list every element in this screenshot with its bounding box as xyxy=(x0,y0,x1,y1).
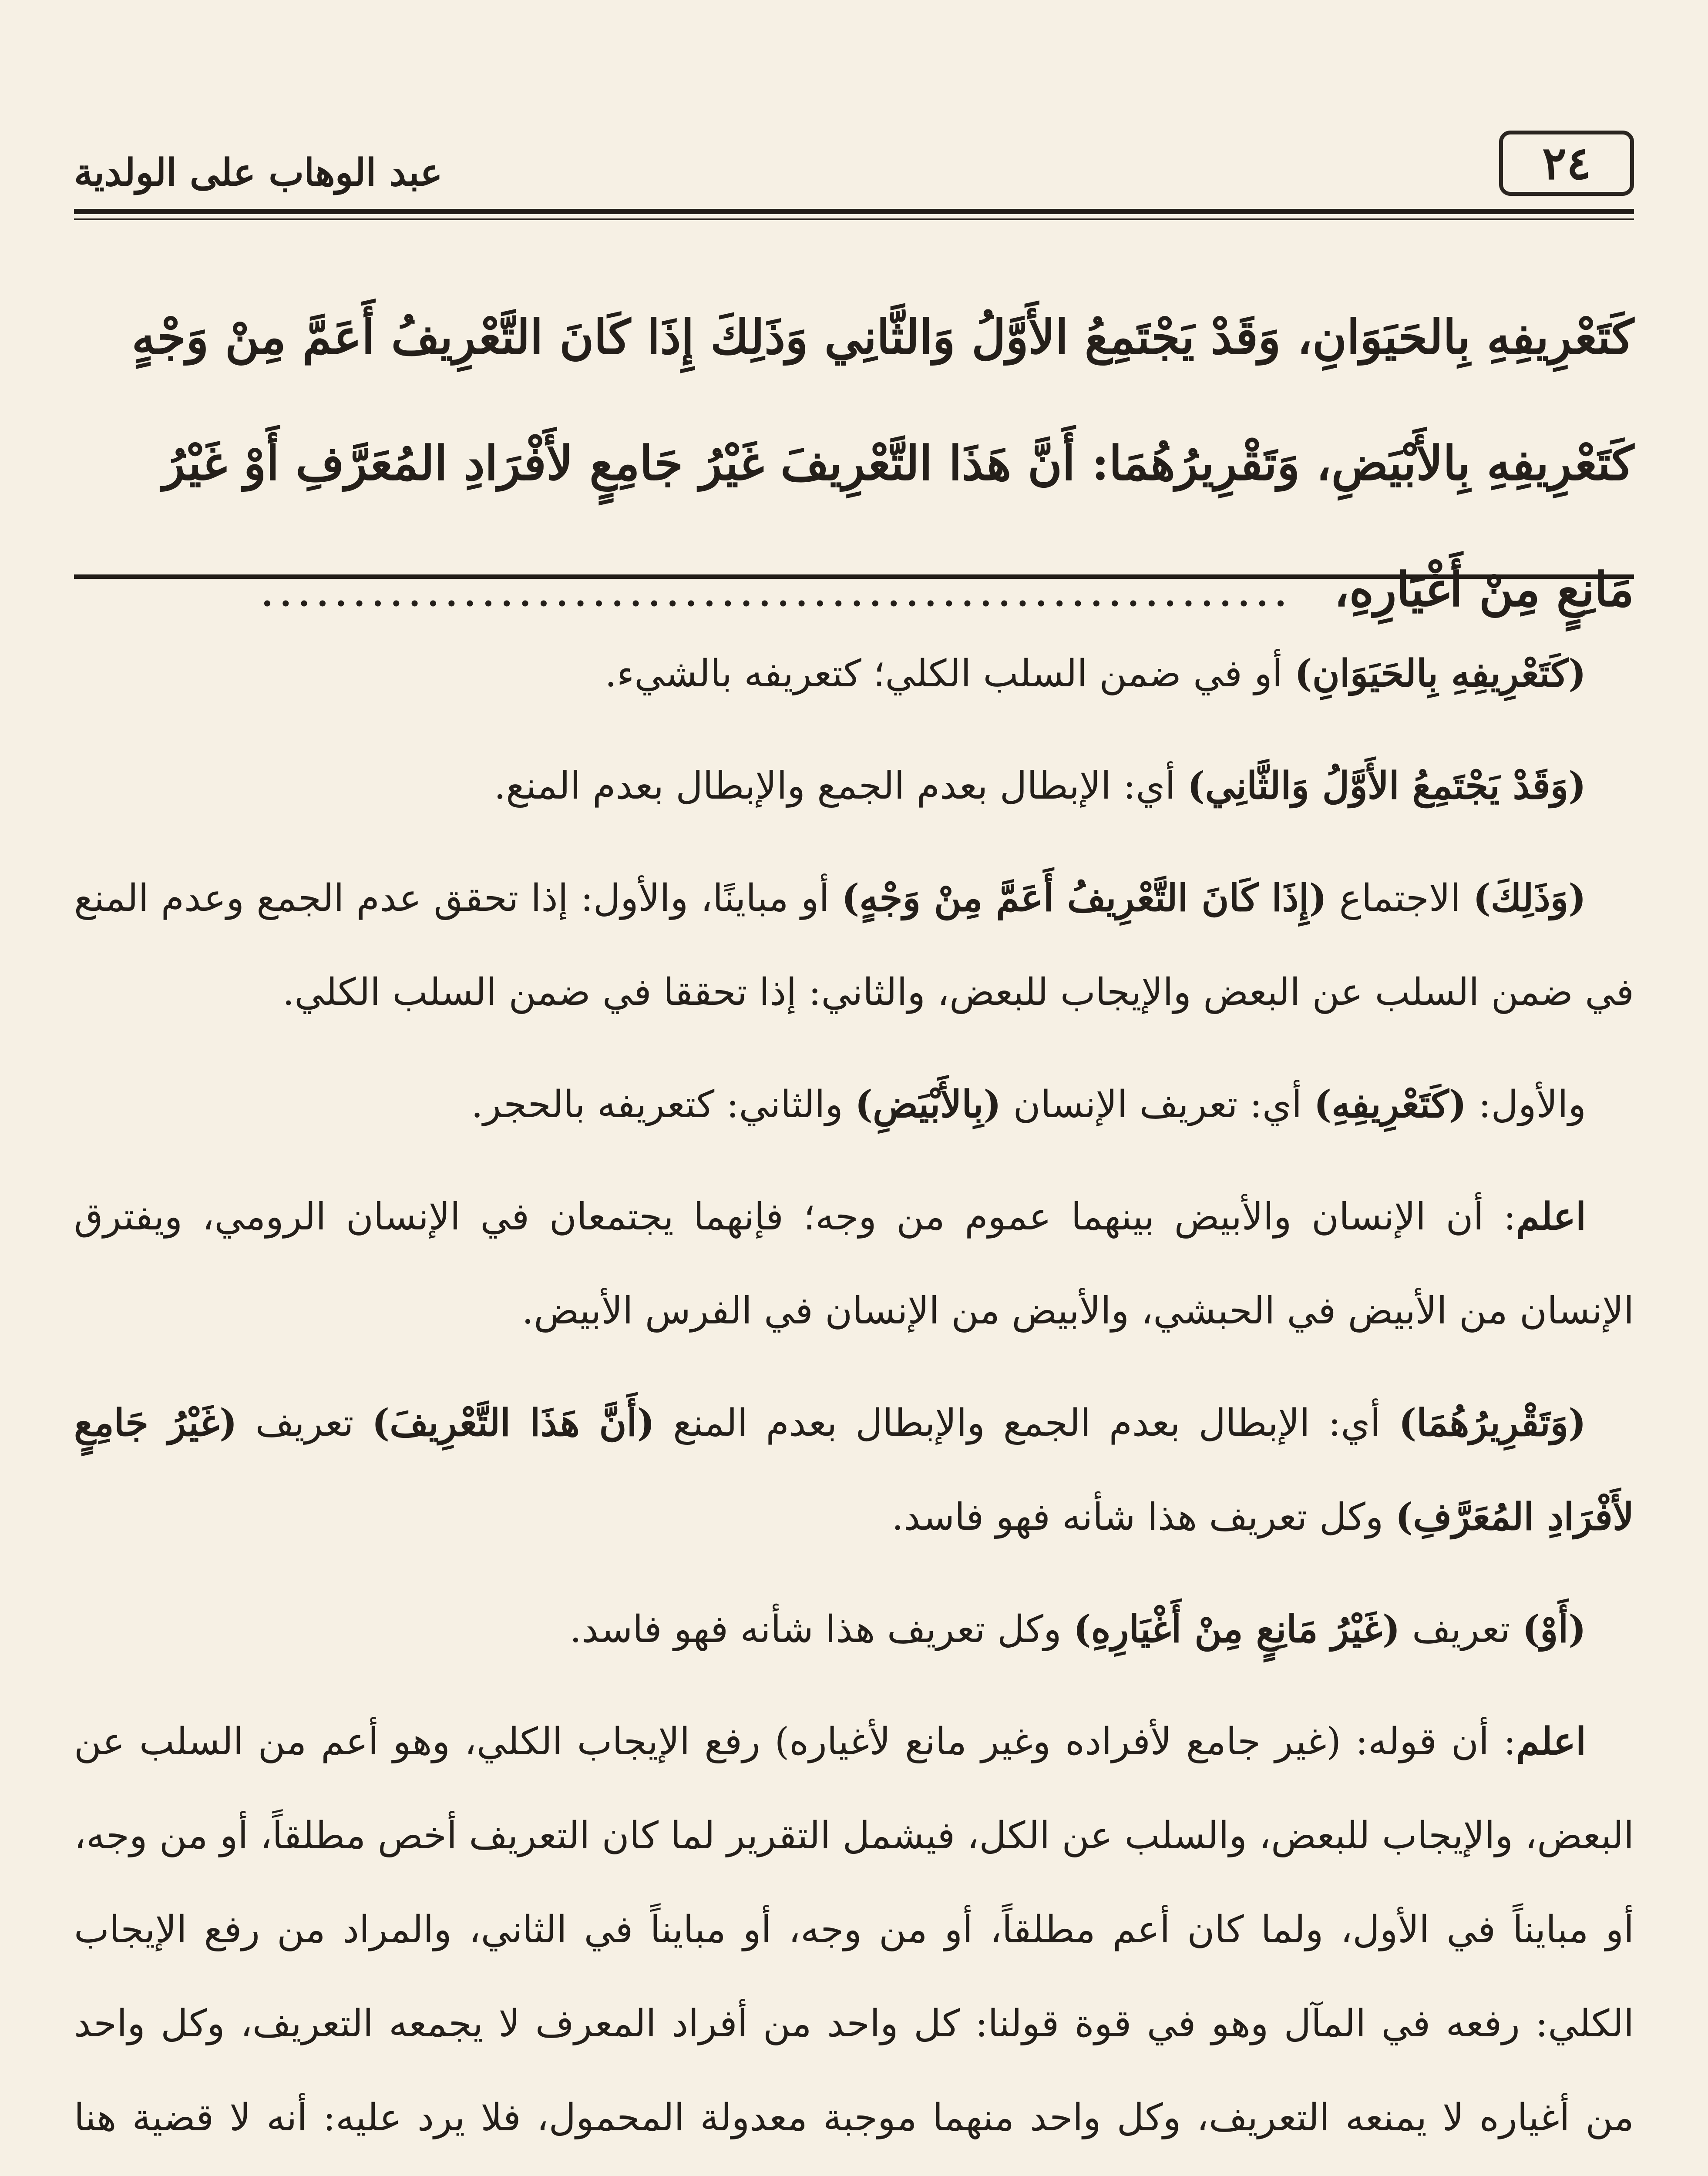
commentary-text: : أن قوله: (غير جامع لأفراده وغير مانع لأغياره) رفع الإيجاب الكلي، وهو أعم من السلب عن البعض، والإيجاب للبعض، والسلب عن الكل، فيشمل التقرير لما كان التعريف أخص مطلقاً، أو من وجه، أو مبايناً في الأول، ولما كان أعم مطلقاً، أو من وجه، أو مبايناً في الثاني، والمراد من رفع الإيجاب الكلي: رفعه في المآل وهو في قوة قولنا: كل واحد من أفراد المعرف لا يجمعه التعريف، وكل واحد من أغياره لا يمنعه التعريف، وكل واحد منهما موجبة معدولة المحمول، فلا يرد عليه: أنه لا قضية هنا xyxy=(74,1720,1634,2139)
lead-word: اعلم xyxy=(1516,1719,1586,1763)
quoted-matn: (وَذَلِكَ) xyxy=(1473,876,1586,920)
sharh-paragraph xyxy=(74,1058,1634,1152)
matn-text xyxy=(74,274,1634,653)
running-title: عبد الوهاب على الولدية xyxy=(74,151,443,195)
sharh-paragraph xyxy=(74,627,1634,721)
sharh-text xyxy=(74,627,1634,2176)
quoted-matn: (وَتَقْرِيرُهُمَا) xyxy=(1399,1401,1586,1445)
sharh-paragraph xyxy=(74,1376,1634,1564)
commentary-text: أي: الإبطال بعدم الجمع والإبطال بعدم المنع. xyxy=(494,764,1187,808)
commentary-text: الاجتماع xyxy=(1327,876,1473,920)
sharh-paragraph xyxy=(74,1170,1634,1358)
quoted-matn: (كَتَعْرِيفِهِ) xyxy=(1314,1082,1467,1126)
sharh-paragraph xyxy=(74,739,1634,833)
commentary-text: والأول: xyxy=(1466,1083,1586,1126)
commentary-text: وكل تعريف هذا شأنه فهو فاسد. xyxy=(891,1495,1395,1539)
page-number-box xyxy=(1499,131,1634,196)
quoted-matn: (غَيْرُ جَامِعٍ لأَفْرَادِ المُعَرَّفِ) xyxy=(74,1401,1634,1539)
commentary-text: أو في ضمن السلب الكلي؛ كتعريفه بالشيء. xyxy=(605,652,1294,695)
page-number: ٢٤ xyxy=(1542,136,1591,190)
sharh-paragraph xyxy=(74,1582,1634,1676)
commentary-text: وكل تعريف هذا شأنه فهو فاسد. xyxy=(569,1608,1073,1651)
quoted-matn: (وَقَدْ يَجْتَمِعُ الأَوَّلُ وَالثَّانِي) xyxy=(1187,764,1586,808)
sharh-paragraph xyxy=(74,1695,1634,2176)
commentary-text: والثاني: كتعريفه بالحجر. xyxy=(471,1083,855,1126)
lead-word: اعلم xyxy=(1516,1195,1586,1239)
commentary-text: : أن الإنسان والأبيض بينهما عموم من وجه؛ فإنهما يجتمعان في الإنسان الرومي، ويفترق الإنسان من الأبيض في الحبشي، والأبيض من الإنسان في الفرس الأبيض. xyxy=(74,1195,1634,1333)
running-header xyxy=(74,131,1634,209)
header-rule-thin xyxy=(74,218,1634,220)
quoted-matn: (بِالأَبْيَضِ) xyxy=(855,1082,1002,1126)
sharh-paragraph xyxy=(74,851,1634,1039)
commentary-text: أو مباينًا، والأول: إذا تحقق عدم الجمع وعدم المنع في ضمن السلب عن البعض والإيجاب للبعض، والثاني: إذا تحققا في ضمن السلب الكلي. xyxy=(74,876,1634,1014)
commentary-text: تعريف xyxy=(1400,1608,1523,1651)
commentary-text: تعريف xyxy=(237,1401,372,1445)
commentary-text: أي: الإبطال بعدم الجمع والإبطال بعدم المنع xyxy=(655,1401,1399,1445)
quoted-matn: (إِذَا كَانَ التَّعْرِيفُ أَعَمَّ مِنْ وَجْهٍ) xyxy=(841,876,1327,920)
quoted-matn: (غَيْرُ مَانِعٍ مِنْ أَغْيَارِهِ) xyxy=(1073,1607,1400,1651)
quoted-matn: (أَوْ) xyxy=(1522,1607,1586,1651)
quoted-matn: (أَنَّ هَذَا التَّعْرِيفَ) xyxy=(372,1401,655,1445)
quoted-matn: (كَتَعْرِيفِهِ بِالحَيَوَانِ) xyxy=(1294,651,1586,695)
matn-line: كَتَعْرِيفِهِ بِالحَيَوَانِ، وَقَدْ يَجْتَمِعُ الأَوَّلُ وَالثَّانِي وَذَلِكَ إِذَا كَانَ التَّعْرِيفُ أَعَمَّ مِنْ وَجْهٍ xyxy=(131,310,1634,365)
header-rule xyxy=(74,209,1634,214)
matn-line-text: مَانِعٍ مِنْ أَغْيَارِهِ، xyxy=(1334,562,1634,617)
matn-dots: ........................................................ xyxy=(259,563,1292,617)
matn-separator-rule xyxy=(74,574,1634,579)
commentary-text: أي: تعريف الإنسان xyxy=(1001,1083,1314,1126)
matn-line: كَتَعْرِيفِهِ بِالأَبْيَضِ، وَتَقْرِيرُهُمَا: أَنَّ هَذَا التَّعْرِيفَ غَيْرُ جَامِعٍ لأَفْرَادِ المُعَرَّفِ أَوْ غَيْرُ xyxy=(162,436,1634,491)
